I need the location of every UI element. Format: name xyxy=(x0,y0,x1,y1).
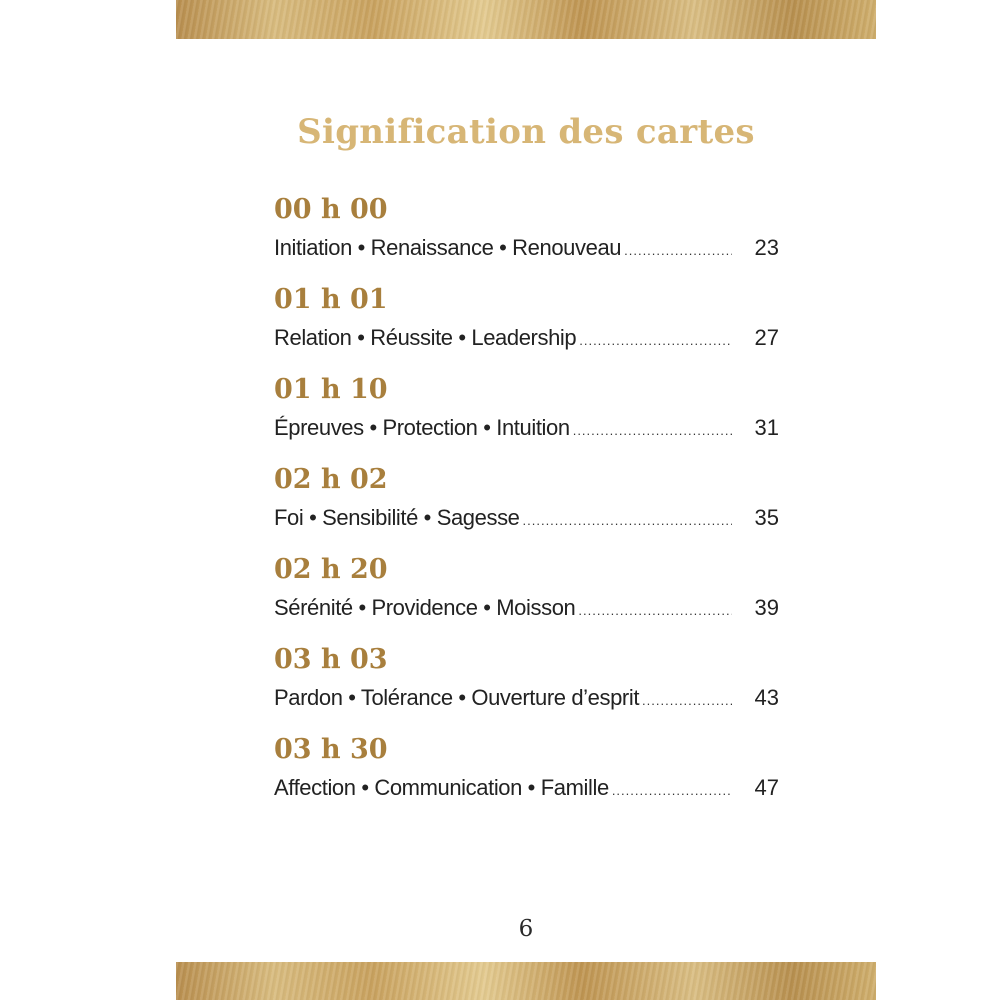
toc-entry-page-number: 35 xyxy=(754,505,779,530)
toc-entry-time: 00 h 00 xyxy=(274,194,388,225)
toc-entry-line xyxy=(274,770,779,806)
toc-entry-line xyxy=(274,230,779,266)
toc-entry-line xyxy=(274,590,779,626)
toc-dot-leader xyxy=(642,683,732,719)
toc-entry-line xyxy=(274,410,779,446)
toc-entry-keywords: Relation • Réussite • Leadership xyxy=(274,325,577,350)
toc-entry-page-number: 39 xyxy=(754,595,779,620)
toc-entry-time: 03 h 03 xyxy=(274,644,388,675)
page-title: Signification des cartes xyxy=(297,112,755,152)
toc-entry-time: 02 h 20 xyxy=(274,554,388,585)
toc-entry-time: 02 h 02 xyxy=(274,464,388,495)
toc-entry-keywords: Pardon • Tolérance • Ouverture d’esprit xyxy=(274,685,640,710)
toc-dot-leader xyxy=(579,323,732,359)
toc-dot-leader xyxy=(573,413,732,449)
toc-entry xyxy=(274,730,779,820)
toc-entry-keywords: Foi • Sensibilité • Sagesse xyxy=(274,505,520,530)
toc-entry-keywords: Affection • Communication • Famille xyxy=(274,775,609,800)
toc-entry-keywords: Sérénité • Providence • Moisson xyxy=(274,595,576,620)
toc-entry-time: 01 h 10 xyxy=(274,374,388,405)
toc-entry-time: 03 h 30 xyxy=(274,734,388,765)
toc-dot-leader xyxy=(523,503,732,539)
toc-entry xyxy=(274,370,779,460)
toc-entry-page-number: 43 xyxy=(754,685,779,710)
table-of-contents xyxy=(274,190,779,820)
toc-entry xyxy=(274,280,779,370)
toc-entry-page-number: 47 xyxy=(754,775,779,800)
toc-entry-page-number: 31 xyxy=(754,415,779,440)
toc-entry xyxy=(274,640,779,730)
toc-entry xyxy=(274,190,779,280)
toc-dot-leader xyxy=(578,593,732,629)
toc-entry xyxy=(274,460,779,550)
gold-band-bottom xyxy=(176,962,876,1000)
toc-entry-line xyxy=(274,320,779,356)
toc-dot-leader xyxy=(624,233,732,269)
toc-entry-line xyxy=(274,680,779,716)
toc-entry-keywords: Initiation • Renaissance • Renouveau xyxy=(274,235,622,260)
toc-entry-page-number: 27 xyxy=(754,325,779,350)
toc-entry-time: 01 h 01 xyxy=(274,284,388,315)
page-number: 6 xyxy=(518,916,534,942)
toc-entry-keywords: Épreuves • Protection • Intuition xyxy=(274,415,570,440)
toc-entry-line xyxy=(274,500,779,536)
gold-band-top xyxy=(176,0,876,39)
toc-dot-leader xyxy=(612,773,732,809)
toc-entry-page-number: 23 xyxy=(754,235,779,260)
toc-entry xyxy=(274,550,779,640)
